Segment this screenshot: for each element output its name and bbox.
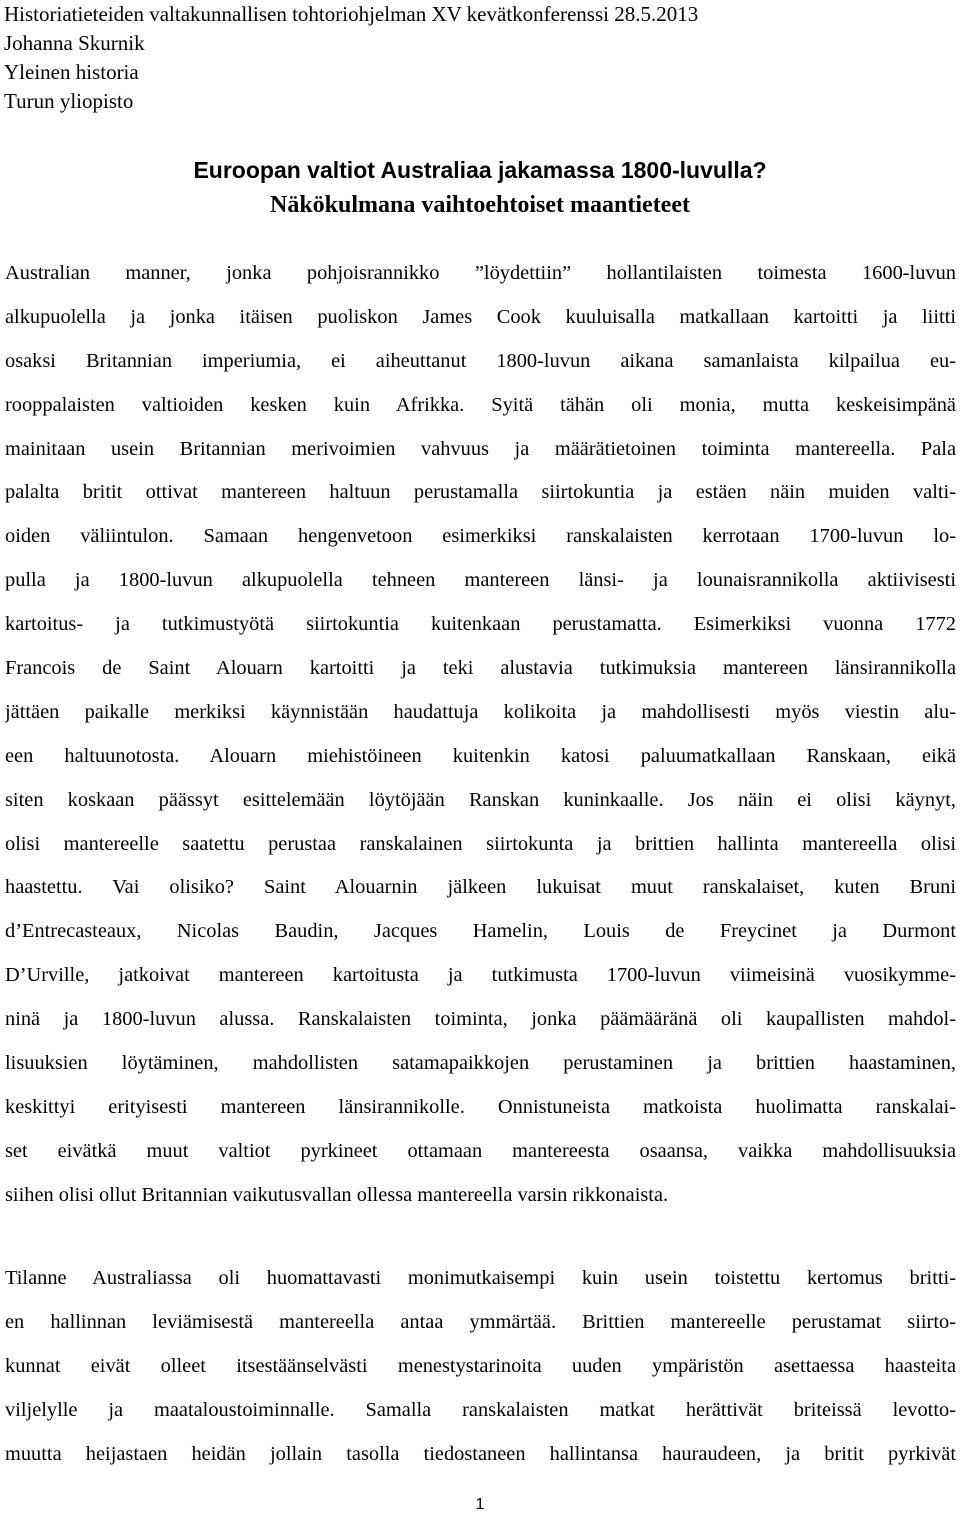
text-line: oiden väliintulon. Samaan hengenvetoon esimerkiksi ranskalaisten kerrotaan 1700-luvun lo-	[5, 525, 956, 548]
text-line: een haltuunotosta. Alouarn miehistöineen kuitenkin katosi paluumatkallaan Ranskaan, eikä	[5, 744, 956, 767]
text-line: kartoitus- ja tutkimustyötä siirtokuntia kuitenkaan perustamatta. Esimerkiksi vuonna 1772	[5, 613, 956, 636]
text-line: jättäen paikalle merkiksi käynnistään haudattuja kolikoita ja mahdollisesti myös viestin alu-	[5, 700, 956, 723]
conference-line: Historiatieteiden valtakunnallisen tohtoriohjelman XV kevätkonferenssi 28.5.2013	[4, 2, 699, 26]
text-line: viljelylle ja maataloustoiminnalle. Samalla ranskalaisten matkat herättivät briteissä levotto-	[5, 1398, 956, 1421]
text-line: mainitaan usein Britannian merivoimien vahvuus ja määrätietoinen toiminta mantereella. Pala	[5, 437, 956, 460]
text-line: palalta britit ottivat mantereen haltuun perustamalla siirtokuntia ja estäen näin muiden valti-	[5, 481, 956, 504]
text-line: siten koskaan päässyt esittelemään löytöjään Ranskan kuninkaalle. Jos näin ei olisi käynyt,	[5, 788, 956, 811]
text-line: Australian manner, jonka pohjoisrannikko ”löydettiin” hollantilaisten toimesta 1600-luvun	[5, 262, 956, 284]
document-title	[0, 154, 960, 221]
university: Turun yliopisto	[4, 89, 134, 113]
text-line: d’Entrecasteaux, Nicolas Baudin, Jacques Hamelin, Louis de Freycinet ja Durmont	[5, 920, 956, 943]
body-paragraph-2	[5, 1257, 956, 1476]
text-line: alkupuolella ja jonka itäisen puoliskon James Cook kuuluisalla matkallaan kartoitti ja liitti	[5, 305, 956, 328]
page-number: 1	[475, 1496, 485, 1513]
text-line: siihen olisi ollut Britannian vaikutusvallan ollessa mantereella varsin rikkonaista.	[5, 1183, 669, 1206]
text-line: muutta heijastaen heidän jollain tasolla tiedostaneen hallintansa hauraudeen, ja britit pyrkivät	[5, 1442, 956, 1465]
text-line: haastettu. Vai olisiko? Saint Alouarnin jälkeen lukuisat muut ranskalaiset, kuten Bruni	[5, 876, 956, 899]
text-line: kunnat eivät olleet itsestäänselvästi menestystarinoita uuden ympäristön asettaessa haasteita	[5, 1354, 956, 1377]
body-paragraph-1	[5, 252, 956, 1218]
document-header	[4, 0, 944, 116]
text-line: en hallinnan leviämisestä mantereella antaa ymmärtää. Brittien mantereelle perustamat siirto-	[5, 1310, 956, 1333]
text-line: ninä ja 1800-luvun alussa. Ranskalaisten toiminta, jonka päämääränä oli kaupallisten mahdol-	[5, 1008, 956, 1031]
text-line: lisuuksien löytäminen, mahdollisten satamapaikkojen perustaminen ja brittien haastaminen,	[5, 1052, 956, 1075]
text-line: keskittyi erityisesti mantereen länsirannikolle. Onnistuneista matkoista huolimatta ranskalai-	[5, 1095, 956, 1118]
text-line: olisi mantereelle saatettu perustaa ranskalainen siirtokunta ja brittien hallinta mantereella olisi	[5, 832, 956, 855]
text-line: Tilanne Australiassa oli huomattavasti monimutkaisempi kuin usein toistettu kertomus britti-	[5, 1267, 956, 1289]
department: Yleinen historia	[4, 60, 139, 84]
author-name: Johanna Skurnik	[4, 31, 145, 55]
text-line: osaksi Britannian imperiumia, ei aiheuttanut 1800-luvun aikana samanlaista kilpailua eu-	[5, 349, 956, 372]
text-line: pulla ja 1800-luvun alkupuolella tehneen mantereen länsi- ja lounaisrannikolla aktiivisesti	[5, 569, 956, 592]
text-line: Francois de Saint Alouarn kartoitti ja teki alustavia tutkimuksia mantereen länsirannikolla	[5, 657, 956, 680]
text-line: set eivätkä muut valtiot pyrkineet ottamaan mantereesta osaansa, vaikka mahdollisuuksia	[5, 1139, 956, 1162]
main-title: Euroopan valtiot Australiaa jakamassa 1800-luvulla?	[193, 157, 767, 183]
subtitle: Näkökulmana vaihtoehtoiset maantieteet	[270, 192, 690, 218]
text-line: rooppalaisten valtioiden kesken kuin Afrikka. Syitä tähän oli monia, mutta keskeisimpänä	[5, 393, 956, 416]
text-line: D’Urville, jatkoivat mantereen kartoitusta ja tutkimusta 1700-luvun viimeisinä vuosikymme-	[5, 964, 956, 987]
